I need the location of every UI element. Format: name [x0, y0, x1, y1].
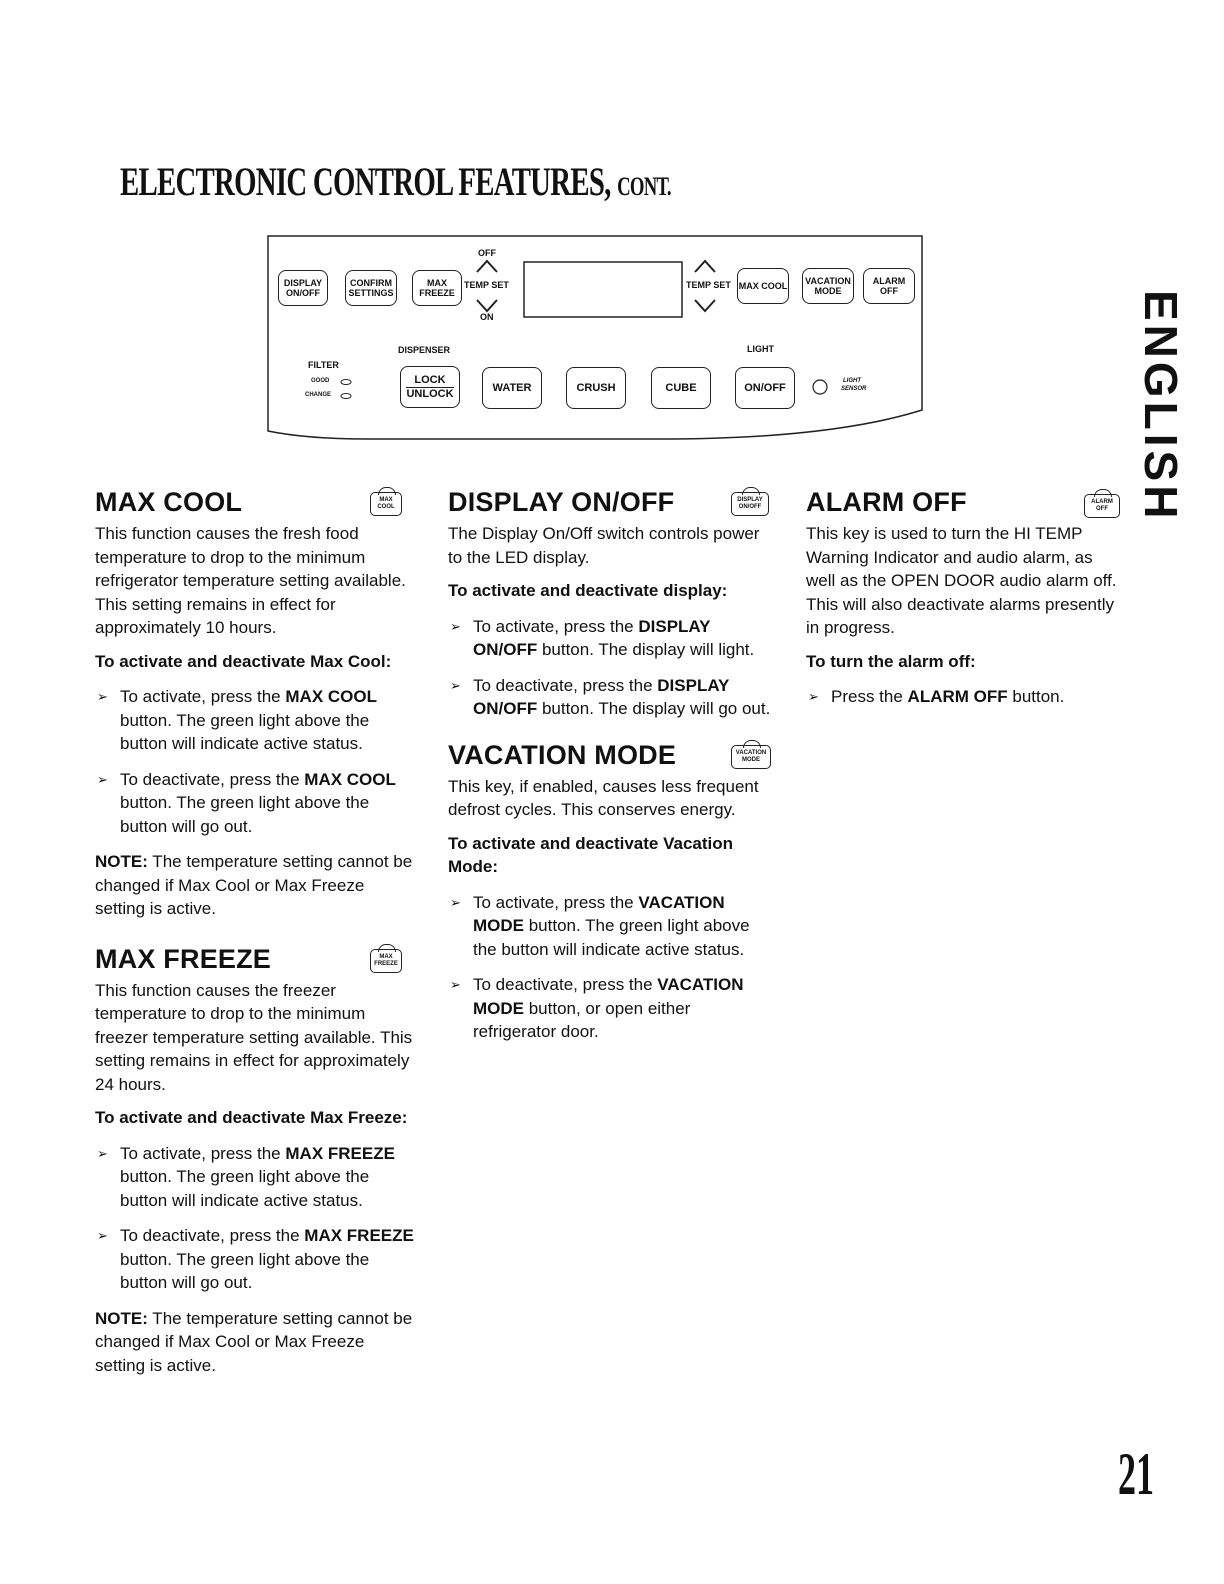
alarm-off-steps: [806, 685, 1126, 709]
step-text: To deactivate, press the: [473, 975, 658, 994]
alarm-off-body: This key is used to turn the HI TEMP Warning Indicator and audio alarm, as well as the OPEN DOOR audio alarm off. This will also deactivate alarms presently in progress.: [806, 524, 1117, 637]
display-onoff-body: The Display On/Off switch controls power to the LED display.: [448, 524, 760, 567]
temp-up-arrow-right-icon: [695, 261, 715, 272]
note-text: The temperature setting cannot be changed if Max Cool or Max Freeze setting is active.: [95, 852, 413, 918]
max-cool-icon: MAX COOL: [370, 492, 402, 516]
alarm-off-subheading: To turn the alarm off:: [806, 651, 976, 671]
crush-button[interactable]: CRUSH: [566, 367, 626, 409]
step-bold: VACATION MODE: [473, 975, 744, 1018]
unlock-label: UNLOCK: [406, 387, 454, 400]
step-text: To deactivate, press the: [120, 1226, 305, 1245]
step-text: To deactivate, press the: [473, 675, 658, 695]
column-left: [95, 486, 415, 1395]
step-bold: MAX COOL: [285, 687, 377, 706]
list-item: [95, 768, 415, 839]
display-onoff-subheading: To activate and deactivate display:: [448, 581, 728, 600]
language-tab: [1135, 290, 1196, 523]
step-bold: VACATION MODE: [473, 892, 725, 935]
display-onoff-icon: DISPLAY ON/OFF: [731, 492, 769, 516]
note-label: NOTE:: [95, 852, 148, 871]
vacation-mode-icon: VACATION MODE: [731, 745, 771, 769]
cube-button[interactable]: CUBE: [651, 367, 711, 409]
temp-down-arrow-left-icon: [477, 300, 497, 311]
step-text: To deactivate, press the: [120, 769, 305, 789]
column-right: [806, 486, 1126, 727]
max-freeze-note: [95, 1307, 415, 1378]
step-text: To activate, press the: [473, 616, 639, 636]
light-sensor-label-2: SENSOR: [841, 386, 867, 392]
step-bold: MAX COOL: [304, 769, 396, 789]
light-label: LIGHT: [747, 344, 774, 354]
vacation-mode-button[interactable]: VACATION MODE: [802, 268, 854, 304]
page-number: 21: [1118, 1441, 1154, 1507]
max-freeze-heading: MAX FREEZE: [95, 943, 272, 974]
list-item: [95, 1142, 415, 1213]
display-onoff-steps: [448, 615, 773, 721]
step-text: button. The display will light.: [537, 640, 755, 659]
step-text: button. The green light above the button will indicate active status.: [473, 916, 750, 959]
step-bold: ALARM OFF: [907, 687, 1008, 706]
display-onoff-section: [448, 486, 773, 721]
step-text: Press the: [831, 687, 908, 706]
filter-change-label: CHANGE: [305, 392, 332, 398]
note-label: NOTE:: [95, 1308, 148, 1328]
max-cool-heading: MAX COOL: [95, 487, 243, 517]
list-item: [448, 674, 773, 721]
vacation-mode-body: This key, if enabled, causes less frequent defrost cycles. This conserves energy.: [448, 776, 759, 819]
temp-set-left-label: TEMP SET: [464, 280, 509, 290]
filter-good-label: GOOD: [311, 378, 330, 384]
max-cool-note: [95, 850, 415, 921]
vacation-mode-subheading: To activate and deactivate Vacation Mode:: [448, 833, 734, 876]
step-text: button. The green light above the button will indicate active status.: [120, 710, 370, 753]
off-label: OFF: [478, 248, 496, 258]
temp-up-arrow-left-icon: [477, 261, 497, 272]
alarm-off-section: [806, 486, 1126, 709]
max-freeze-section: [95, 943, 415, 1378]
step-bold: MAX FREEZE: [304, 1226, 414, 1245]
list-item: [448, 973, 773, 1044]
lcd-display: [524, 262, 682, 317]
step-text: button.: [1007, 687, 1065, 706]
step-text: To activate, press the: [473, 892, 639, 912]
display-onoff-button[interactable]: DISPLAY ON/OFF: [278, 270, 328, 306]
alarm-off-button[interactable]: ALARM OFF: [863, 268, 915, 304]
vacation-mode-section: [448, 739, 773, 1044]
max-freeze-steps: [95, 1142, 415, 1295]
light-sensor-icon: [813, 380, 827, 394]
list-item: [95, 1224, 415, 1295]
step-text: To activate, press the: [120, 687, 286, 706]
lock-label: LOCK: [414, 373, 446, 386]
list-item: [448, 615, 773, 662]
max-freeze-subheading: To activate and deactivate Max Freeze:: [95, 1108, 408, 1127]
title-cont: CONT.: [617, 172, 671, 201]
vacation-mode-steps: [448, 891, 773, 1044]
dispenser-label: DISPENSER: [398, 345, 451, 355]
max-cool-steps: [95, 685, 415, 838]
water-button[interactable]: WATER: [482, 367, 542, 409]
step-bold: DISPLAY ON/OFF: [473, 675, 730, 718]
max-cool-section: [95, 486, 415, 921]
note-text: The temperature setting cannot be changed if Max Cool or Max Freeze setting is active.: [95, 1308, 413, 1375]
step-text: button. The green light above the button will go out.: [120, 793, 370, 836]
max-freeze-button[interactable]: MAX FREEZE: [412, 270, 462, 306]
max-cool-subheading: To activate and deactivate Max Cool:: [95, 651, 392, 671]
light-sensor-label-1: LIGHT: [843, 378, 861, 384]
list-item: [448, 891, 773, 962]
step-text: To activate, press the: [120, 1143, 286, 1163]
vacation-mode-heading: VACATION MODE: [448, 739, 677, 770]
max-cool-body: This function causes the fresh food temperature to drop to the minimum refrigerator temperature setting available. This setting remains in effect for approximately 10 hours.: [95, 524, 406, 637]
step-bold: MAX FREEZE: [285, 1143, 395, 1163]
confirm-settings-button[interactable]: CONFIRM SETTINGS: [345, 270, 397, 306]
display-onoff-heading: DISPLAY ON/OFF: [448, 487, 675, 517]
alarm-off-heading: ALARM OFF: [806, 487, 967, 517]
list-item: [95, 685, 415, 756]
on-label: ON: [480, 312, 494, 322]
page-title: [120, 158, 671, 205]
filter-label: FILTER: [308, 360, 339, 370]
max-freeze-icon: MAX FREEZE: [370, 949, 402, 973]
step-text: button, or open either refrigerator door.: [473, 998, 691, 1041]
temp-set-right-label: TEMP SET: [686, 280, 731, 290]
max-cool-button[interactable]: MAX COOL: [737, 268, 789, 304]
list-item: [806, 685, 1126, 709]
language-tab-label: ENGLISH: [1135, 290, 1187, 523]
alarm-off-icon: ALARM OFF: [1084, 494, 1120, 518]
step-text: button. The green light above the button will indicate active status.: [120, 1167, 370, 1210]
title-main: ELECTRONIC CONTROL FEATURES,: [120, 159, 611, 204]
max-freeze-body: This function causes the freezer temperature to drop to the minimum freezer temperature setting available. This setting remains in effect for approximately 24 hours.: [95, 980, 413, 1094]
temp-down-arrow-right-icon: [695, 300, 715, 311]
control-panel-diagram: [267, 235, 923, 445]
light-onoff-button[interactable]: ON/OFF: [735, 367, 795, 409]
step-bold: DISPLAY ON/OFF: [473, 616, 711, 659]
step-text: button. The green light above the button will go out.: [120, 1249, 370, 1292]
panel-outline: [267, 235, 923, 445]
step-text: button. The display will go out.: [537, 699, 771, 718]
lock-unlock-button[interactable]: [400, 366, 460, 408]
column-middle: [448, 486, 773, 1062]
